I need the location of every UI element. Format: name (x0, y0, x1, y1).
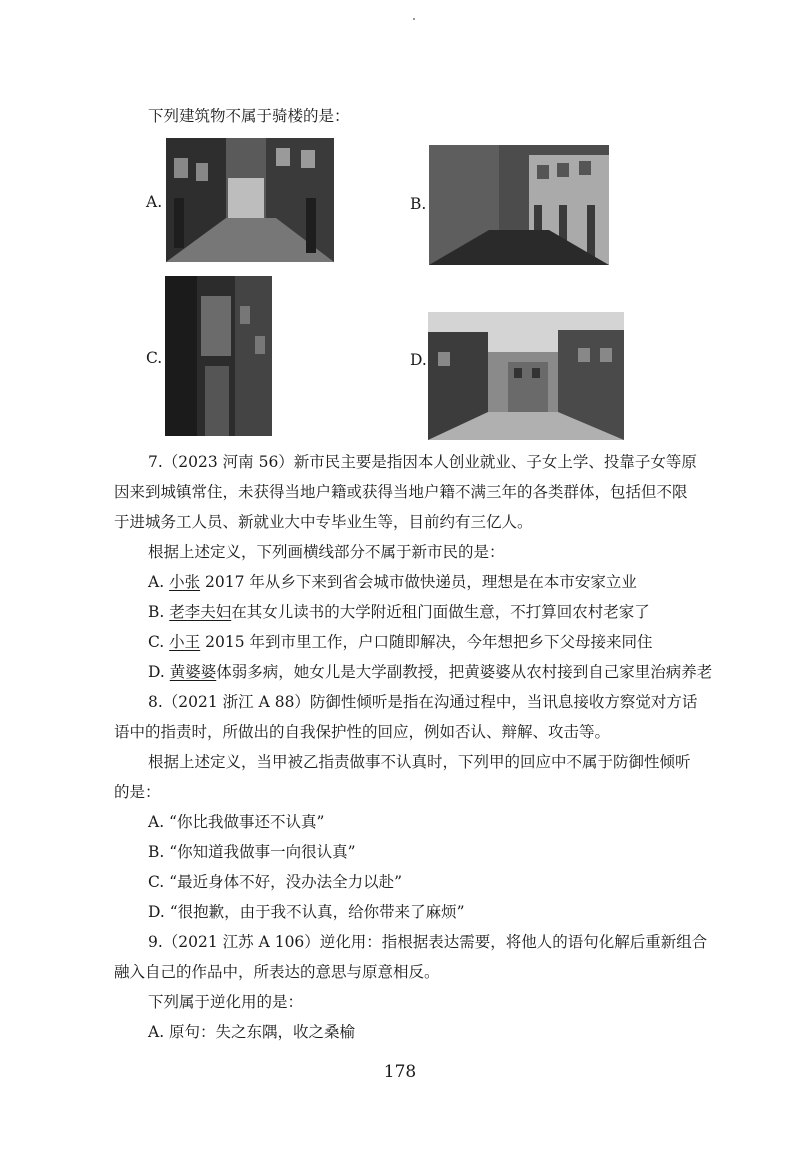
q7-option-a-underlined: 小张 (169, 573, 201, 591)
q8-question-line-1: 根据上述定义，当甲被乙指责做事不认真时，下列甲的回应中不属于防御性倾听 (148, 753, 691, 771)
q8-option-d: D. “很抱歉，由于我不认真，给你带来了麻烦” (148, 903, 465, 921)
scan-speck (413, 18, 415, 20)
q8-option-c: C. “最近身体不好，没办法全力以赴” (148, 873, 403, 891)
q7-option-d-text: 体弱多病，她女儿是大学副教授，把黄婆婆从农村接到自己家里治病养老 (216, 663, 713, 681)
page-number: 178 (383, 1062, 417, 1082)
q7-option-d (148, 661, 712, 683)
q8-definition-line-1: 8.（2021 浙江 A 88）防御性倾听是指在沟通过程中，当讯息接收方察觉对方话 (148, 693, 698, 711)
q7-option-d-letter: D. (148, 663, 170, 681)
q8-definition-line-2: 语中的指责时，所做出的自我保护性的回应，例如否认、辩解、攻击等。 (114, 723, 611, 741)
q6-option-a-photo (166, 138, 334, 262)
q6-stem: 下列建筑物不属于骑楼的是： (148, 107, 350, 125)
q6-option-c-label: C. (146, 349, 163, 367)
q6-option-a-label: A. (146, 193, 163, 211)
q7-option-b-letter: B. (148, 603, 170, 621)
q9-definition-line-1: 9.（2021 江苏 A 106）逆化用：指根据表达需要，将他人的语句化解后重新组合 (148, 933, 708, 951)
q7-option-c-text: 2015 年到市里工作，户口随即解决，今年想把乡下父母接来同住 (200, 633, 653, 651)
q7-option-c-letter: C. (148, 633, 170, 651)
q6-option-d-photo (428, 312, 624, 440)
q9-question: 下列属于逆化用的是： (148, 993, 304, 1011)
q9-definition-line-2: 融入自己的作品中，所表达的意思与原意相反。 (114, 963, 440, 981)
q7-definition-line-2: 因来到城镇常住，未获得当地户籍或获得当地户籍不满三年的各类群体，包括但不限 (114, 483, 688, 501)
q7-option-b (148, 601, 650, 623)
q9-option-a: A. 原句：失之东隅，收之桑榆 (148, 1023, 356, 1041)
q7-option-a-text: 2017 年从乡下来到省会城市做快递员，理想是在本市安家立业 (200, 573, 637, 591)
q7-option-a-letter: A. (148, 573, 170, 591)
q7-option-b-text: 在其女儿读书的大学附近租门面做生意，不打算回农村老家了 (231, 603, 650, 621)
q6-option-b-label: B. (410, 195, 427, 213)
q8-question-line-2: 的是： (114, 783, 161, 801)
q7-option-a (148, 571, 637, 593)
q7-option-c (148, 631, 653, 653)
q8-option-b: B. “你知道我做事一向很认真” (148, 843, 356, 861)
q7-option-d-underlined: 黄婆婆 (169, 663, 217, 681)
q7-definition-line-3: 于进城务工人员、新就业大中专毕业生等，目前约有三亿人。 (114, 513, 533, 531)
q7-option-b-underlined: 老李夫妇 (169, 603, 232, 621)
q6-option-d-label: D. (410, 351, 427, 369)
q6-option-b-photo (429, 145, 609, 265)
q8-option-a: A. “你比我做事还不认真” (148, 813, 325, 831)
q7-question: 根据上述定义，下列画横线部分不属于新市民的是： (148, 543, 505, 561)
q7-definition-line-1: 7.（2023 河南 56）新市民主要是指因本人创业就业、子女上学、投靠子女等原 (148, 453, 697, 471)
q7-option-c-underlined: 小王 (169, 633, 201, 651)
q6-option-c-photo (165, 276, 272, 436)
